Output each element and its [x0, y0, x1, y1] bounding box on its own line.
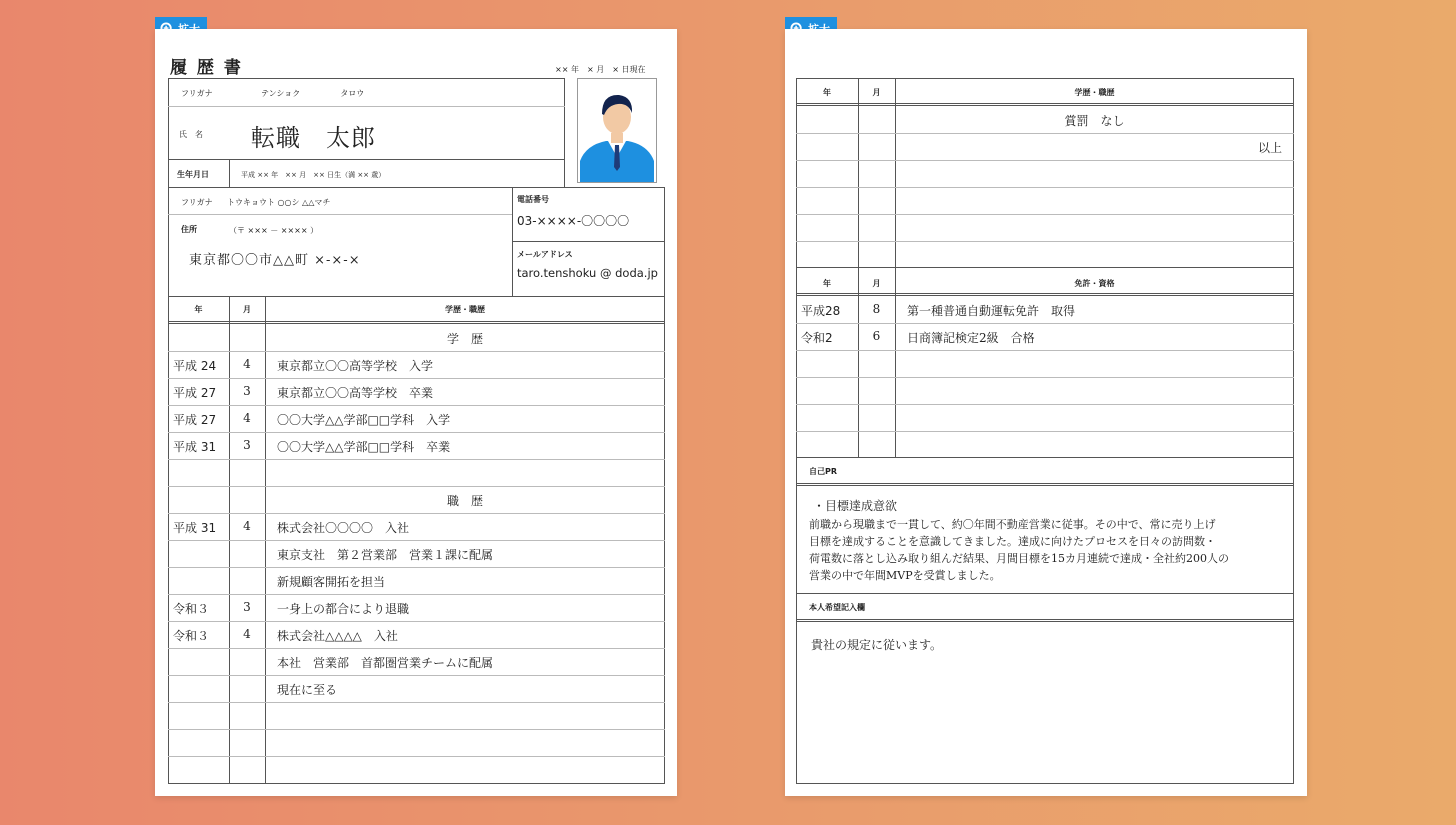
row-divider	[796, 241, 1294, 242]
self-pr-line: 前職から現職まで一貫して、約〇年間不動産営業に従事。その中で、常に売り上げ	[809, 518, 1216, 531]
row-divider	[168, 567, 665, 568]
cell-content: 一身上の都合により退職	[277, 602, 410, 616]
address-label: 住所	[181, 225, 197, 234]
furigana-name: テンショク タロウ	[261, 89, 365, 98]
row-divider	[796, 323, 1294, 324]
row-divider	[168, 621, 665, 622]
self-pr-line: 荷電数に落とし込み取り組んだ結果、月間目標を15カ月連続で達成・全社約200人の	[809, 552, 1229, 565]
cell-content: 以上	[1257, 141, 1282, 155]
row-divider	[796, 160, 1294, 161]
row-divider	[168, 351, 665, 352]
cell-month: 4	[243, 357, 251, 371]
cell-month: 4	[243, 411, 251, 425]
row-divider	[168, 405, 665, 406]
row-divider	[168, 756, 665, 757]
col-month-header: 月	[872, 88, 881, 97]
cell-year: 平成28	[801, 304, 841, 318]
email-label: メールアドレス	[517, 250, 573, 259]
cell-content: 学 歴	[446, 332, 483, 346]
row-divider	[796, 214, 1294, 215]
self-pr-body	[809, 516, 1289, 584]
row-divider	[168, 648, 665, 649]
wish-label: 本人希望記入欄	[809, 603, 865, 612]
cell-month: 4	[243, 627, 251, 641]
col-content-header: 学歴・職歴	[1074, 88, 1115, 97]
col-year-header: 年	[194, 305, 203, 314]
cell-content: 第一種普通自動運転免許 取得	[907, 304, 1076, 318]
row-divider	[796, 187, 1294, 188]
row-divider	[168, 675, 665, 676]
cell-content: 賞罰 なし	[1064, 114, 1125, 128]
cell-content: 日商簿記検定2級 合格	[907, 331, 1035, 345]
name-label: 氏 名	[179, 130, 203, 139]
cell-content: 東京都立〇〇高等学校 卒業	[277, 386, 434, 400]
cell-year: 平成 31	[173, 521, 217, 535]
cell-content: 〇〇大学△△学部□□学科 卒業	[277, 440, 451, 454]
postal-code: （〒 ××× － ×××× ）	[229, 226, 319, 235]
row-divider	[168, 540, 665, 541]
cell-content: 〇〇大学△△学部□□学科 入学	[277, 413, 451, 427]
cell-year: 平成 27	[173, 413, 217, 427]
row-divider	[168, 594, 665, 595]
license-content-header: 免許・資格	[1074, 279, 1115, 288]
row-divider	[168, 378, 665, 379]
cell-content: 東京支社 第２営業部 営業１課に配属	[277, 548, 494, 562]
person-avatar-icon	[578, 79, 656, 182]
cell-content: 新規顧客開拓を担当	[277, 575, 386, 589]
row-divider	[796, 350, 1294, 351]
self-pr-line: 目標を達成することを意識してきました。達成に向けたプロセスを日々の訪問数・	[809, 535, 1216, 548]
cell-content: 現在に至る	[277, 683, 338, 697]
page-title: 履 歴 書	[170, 58, 243, 78]
furigana-label: フリガナ	[181, 89, 213, 98]
address-text: 東京都〇〇市△△町 ×-×-×	[189, 253, 361, 268]
cell-content: 株式会社△△△△ 入社	[277, 629, 398, 643]
wish-text: 貴社の規定に従います。	[811, 638, 943, 652]
cell-year: 平成 31	[173, 440, 217, 454]
row-divider	[796, 404, 1294, 405]
self-pr-line: 営業の中で年間MVPを受賞しました。	[809, 569, 1001, 582]
row-divider	[796, 133, 1294, 134]
address-furigana: トウキョウト ○○シ △△マチ	[227, 198, 331, 207]
phone-label: 電話番号	[517, 195, 549, 204]
cell-month: 3	[243, 600, 251, 614]
cell-month: 6	[872, 329, 881, 343]
row-divider	[168, 459, 665, 460]
cell-content: 東京都立〇〇高等学校 入学	[277, 359, 434, 373]
row-divider	[796, 377, 1294, 378]
full-name: 転職 太郎	[251, 124, 376, 152]
cell-year: 令和３	[173, 602, 210, 616]
history-table-continued	[796, 78, 1294, 268]
birth-value: 平成 ×× 年 ×× 月 ×× 日生（満 ×× 歳）	[241, 171, 386, 179]
row-divider	[168, 513, 665, 514]
col-month-header: 月	[243, 305, 251, 314]
cell-year: 令和３	[173, 629, 210, 643]
birth-label: 生年月日	[177, 170, 209, 179]
address-furigana-label: フリガナ	[181, 198, 213, 207]
cell-year: 令和2	[801, 331, 833, 345]
self-pr-label: 自己PR	[809, 467, 838, 476]
cell-year: 平成 27	[173, 386, 217, 400]
phone-number: 03-××××-〇〇〇〇	[517, 214, 630, 228]
cell-content: 本社 営業部 首都圏営業チームに配属	[277, 656, 494, 670]
date-line: ×× 年 × 月 × 日現在	[555, 65, 646, 74]
resume-page-2	[785, 29, 1307, 796]
col-year-header: 年	[823, 88, 831, 97]
cell-year: 平成 24	[173, 359, 217, 373]
license-month-header: 月	[872, 279, 881, 288]
email-address: taro.tenshoku @ doda.jp	[517, 266, 658, 280]
license-year-header: 年	[823, 279, 831, 288]
row-divider	[168, 432, 665, 433]
row-divider	[168, 702, 665, 703]
row-divider	[796, 431, 1294, 432]
resume-page-1	[155, 29, 677, 796]
cell-month: 3	[243, 438, 251, 452]
cell-content: 職 歴	[446, 494, 483, 508]
cell-month: 4	[243, 519, 251, 533]
cell-month: 8	[872, 302, 881, 316]
cell-content: 株式会社〇〇〇〇 入社	[277, 521, 410, 535]
profile-photo	[577, 78, 657, 183]
row-divider	[168, 729, 665, 730]
row-divider	[168, 486, 665, 487]
col-content-header: 学歴・職歴	[445, 305, 485, 314]
self-pr-heading: ・目標達成意欲	[813, 499, 898, 513]
cell-month: 3	[243, 384, 251, 398]
